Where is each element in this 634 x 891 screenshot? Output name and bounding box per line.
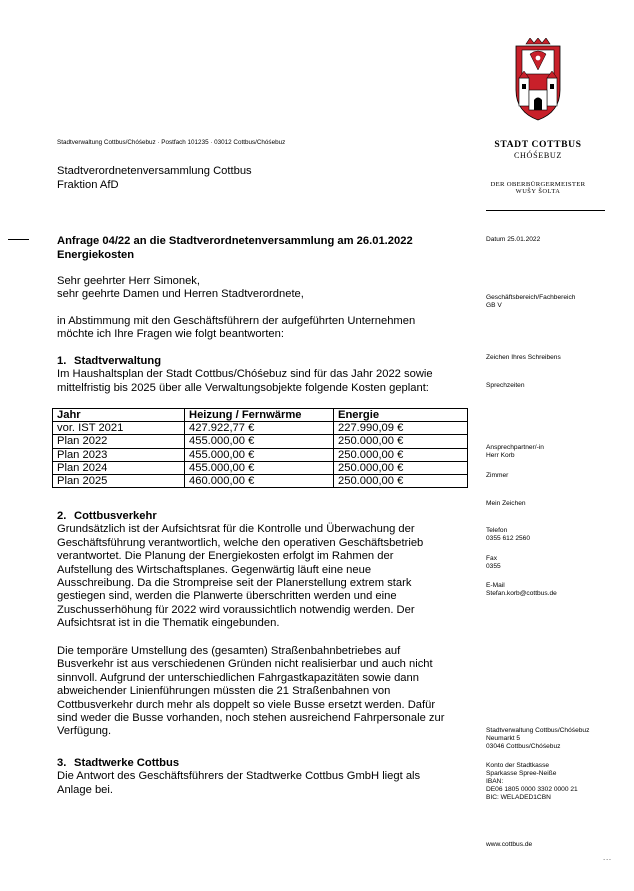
letterhead-divider: [486, 210, 605, 211]
bank-details: [486, 762, 578, 802]
table-cell: Plan 2022: [53, 435, 185, 448]
city-name-line: STADT COTTBUS: [494, 139, 582, 150]
text-line: gestiegen sind, werden die Planwerte überschritten werden und eine: [57, 590, 397, 603]
salutation-line: Sehr geehrter Herr Simonek,: [57, 275, 201, 287]
field-value: Herr Korb: [486, 452, 515, 460]
table-header-row: [53, 409, 468, 422]
section-number: 2.: [57, 510, 67, 522]
email-field: [486, 582, 557, 598]
section-heading: [57, 510, 470, 523]
column-header: Heizung / Fernwärme: [185, 409, 334, 422]
city-coat-of-arms-icon: [512, 38, 564, 121]
table-cell: 455.000,00 €: [185, 448, 334, 461]
text-line: Cottbusverkehr durch mehr als doppelt so viele Busse ersetzt werden. Dafür: [57, 698, 436, 711]
mayor-title-line: DER OBERBÜRGERMEISTER: [490, 181, 586, 188]
section-title: Stadtwerke Cottbus: [74, 757, 180, 769]
subject-line: Anfrage 04/22 an die Stadtverordnetenversammlung am 26.01.2022: [57, 235, 413, 247]
section-2: [57, 510, 470, 631]
text-line: Die temporäre Umstellung des (gesamten) Straßenbahnbetriebes auf: [57, 645, 401, 657]
table-cell: vor. IST 2021: [53, 422, 185, 435]
field-label: Ansprechpartner/-in: [486, 444, 544, 451]
recipient-block: [57, 165, 252, 192]
cost-table: [52, 408, 468, 488]
address-line: Neumarkt 5: [486, 735, 521, 743]
mayor-title: [486, 181, 590, 195]
sender-address-line: Stadtverwaltung Cottbus/Chóśebuz · Postfach 101235 · 03012 Cottbus/Chóśebuz: [57, 139, 286, 146]
fax-field: [486, 555, 501, 571]
table-cell: Plan 2023: [53, 448, 185, 461]
text-line: Die Antwort des Geschäftsführers der Stadtwerke Cottbus GmbH liegt als: [57, 770, 421, 783]
phone-field: [486, 527, 530, 543]
table-cell: 460.000,00 €: [185, 475, 334, 488]
room-field: Zimmer: [486, 472, 509, 479]
text-line: Aufsichtsrat ist in die Thematik eingebunden.: [57, 617, 280, 630]
text-line: Busverkehr ist aus verschiedenen Gründen nicht realisierbar und auch nicht: [57, 658, 433, 671]
recipient-line: Fraktion AfD: [57, 178, 119, 191]
table-cell: 427.922,77 €: [185, 422, 334, 435]
subject-block: [57, 235, 467, 262]
address-line: 03046 Cottbus/Chóśebuz: [486, 743, 561, 751]
text-line: Anlage bei.: [57, 783, 113, 796]
text-line: sind weder die Busse vorhanden, noch stehen ausreichend Fahrpersonale zur: [57, 712, 445, 725]
text-line: Geschäftsführung verantwortlich, welche den operativen Geschäftsbetrieb: [57, 536, 424, 549]
text-line: Im Haushaltsplan der Stadt Cottbus/Chóśebuz sind für das Jahr 2022 sowie: [57, 368, 433, 381]
mayor-title-line: WUŠY ŠOLTA: [515, 188, 561, 195]
my-reference-field: Mein Zeichen: [486, 500, 526, 507]
table-cell: 250.000,00 €: [334, 461, 468, 474]
table-cell: Plan 2024: [53, 461, 185, 474]
table-cell: 250.000,00 €: [334, 448, 468, 461]
iban-value: DE06 1805 0000 3302 0000 21: [486, 786, 578, 794]
salutation: [57, 275, 470, 302]
postal-address: [486, 727, 589, 751]
table-row: [53, 422, 468, 435]
page-continuation-marker: ...: [603, 855, 612, 862]
website-link[interactable]: www.cottbus.de: [486, 841, 533, 848]
iban-label: IBAN:: [486, 778, 504, 786]
column-header: Energie: [334, 409, 468, 422]
bank-line: Sparkasse Spree-Neiße: [486, 770, 557, 778]
section-number: 3.: [57, 757, 67, 769]
text-line: sinnvoll. Aufgrund der unterschiedlichen Fahrgastkapazitäten sowie dann: [57, 671, 419, 684]
text-line: Verfügung.: [57, 725, 112, 738]
section-heading: [57, 355, 470, 368]
fold-mark: [8, 239, 29, 240]
section-number: 1.: [57, 355, 67, 367]
section-1: [57, 355, 470, 395]
date-field: Datum 25.01.2022: [486, 236, 541, 243]
bic-value: BIC: WELADED1CBN: [486, 794, 551, 802]
table-row: [53, 461, 468, 474]
text-line: verantwortet. Die Planung der Energiekosten erfolgt im Rahmen der: [57, 550, 394, 563]
intro-paragraph: [57, 315, 470, 342]
section-2-paragraph-2: [57, 645, 470, 739]
table-cell: Plan 2025: [53, 475, 185, 488]
text-line: mittelfristig bis 2025 über alle Verwaltungsobjekte folgende Kosten geplant:: [57, 381, 429, 394]
section-title: Cottbusverkehr: [74, 510, 157, 522]
section-heading: [57, 757, 470, 770]
department-field: [486, 294, 575, 310]
field-value: GB V: [486, 302, 502, 310]
city-name: [488, 139, 588, 160]
contact-field: [486, 444, 544, 460]
salutation-line: sehr geehrte Damen und Herren Stadtverordnete,: [57, 288, 304, 301]
text-line: abweichender Linienführungen müssten die 21 Straßenbahnen von: [57, 685, 391, 698]
field-label: E-Mail: [486, 582, 505, 589]
text-line: Grundsätzlich ist der Aufsichtsrat für die Kontrolle und Überwachung der: [57, 523, 415, 536]
column-header: Jahr: [53, 409, 185, 422]
your-letter-field: Zeichen Ihres Schreibens: [486, 354, 561, 361]
field-label: Fax: [486, 555, 497, 562]
field-value: 0355 612 2560: [486, 535, 531, 543]
table-cell: 455.000,00 €: [185, 435, 334, 448]
section-3: [57, 757, 470, 797]
table-cell: 250.000,00 €: [334, 475, 468, 488]
bank-line: Konto der Stadtkasse: [486, 762, 550, 769]
field-label: Telefon: [486, 527, 508, 534]
table-row: [53, 435, 468, 448]
text-line: Aufstellung des Wirtschaftsplanes. Gegenwärtig läuft eine neue: [57, 563, 372, 576]
field-value: 0355: [486, 563, 501, 571]
text-line: möchte ich Ihre Fragen wie folgt beantworten:: [57, 328, 284, 341]
office-hours-field: Sprechzeiten: [486, 382, 525, 389]
email-link[interactable]: Stefan.korb@cottbus.de: [486, 590, 557, 598]
table-cell: 250.000,00 €: [334, 435, 468, 448]
subject-line: Energiekosten: [57, 248, 135, 261]
city-name-line: CHÓŚEBUZ: [513, 151, 563, 160]
recipient-line: Stadtverordnetenversammlung Cottbus: [57, 165, 252, 177]
table-row: [53, 475, 468, 488]
text-line: Ausschreibung. Da die Strompreise seit der Planerstellung extrem stark: [57, 577, 412, 590]
text-line: in Abstimmung mit den Geschäftsführern der aufgeführten Unternehmen: [57, 315, 416, 327]
section-title: Stadtverwaltung: [74, 355, 162, 367]
table-cell: 455.000,00 €: [185, 461, 334, 474]
text-line: Zuschusserhöhung für 2022 wird voraussichtlich notwendig werden. Der: [57, 603, 415, 616]
table-cell: 227.990,09 €: [334, 422, 468, 435]
table-row: [53, 448, 468, 461]
field-label: Geschäftsbereich/Fachbereich: [486, 294, 576, 301]
address-line: Stadtverwaltung Cottbus/Chóśebuz: [486, 727, 590, 734]
